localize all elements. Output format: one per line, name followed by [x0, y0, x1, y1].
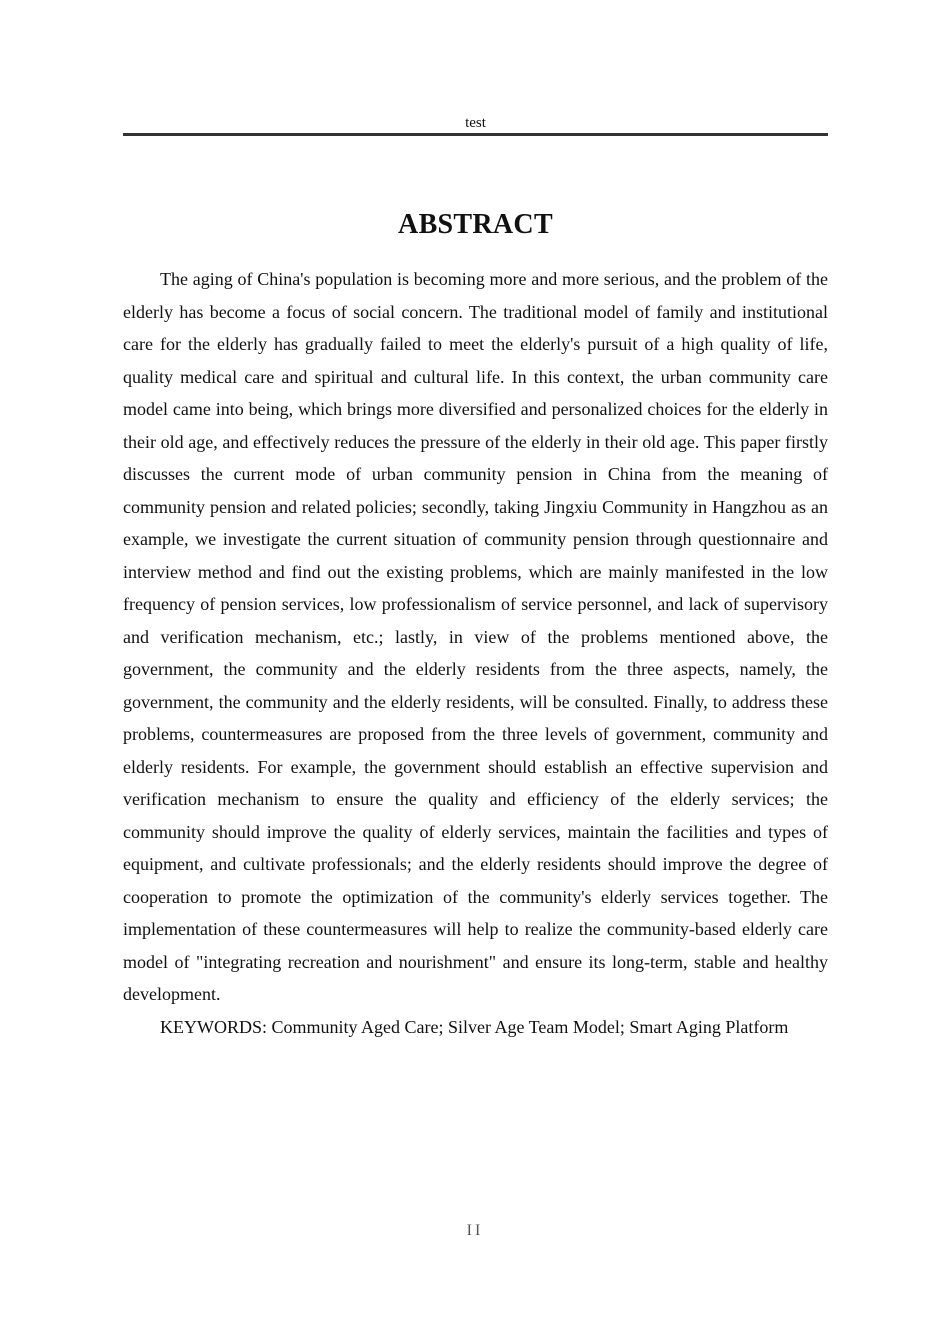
keywords-paragraph: KEYWORDS: Community Aged Care; Silver Age Team Model; Smart Aging Platform — [160, 1016, 789, 1037]
header-rule — [123, 133, 828, 136]
abstract-body — [123, 263, 828, 1043]
abstract-title: ABSTRACT — [398, 208, 553, 240]
running-header: test — [465, 115, 486, 131]
page-number: II — [466, 1222, 484, 1239]
abstract-paragraph: The aging of China's population is becoming more and more serious, and the problem of the elderly has become a focus of social concern. The traditional model of family and institutional care for the elderly has gradually failed to meet the elderly's pursuit of a high quality of life, quality medical care and spiritual and cultural life. In this context, the urban community care model came into being, which brings more diversified and personalized choices for the elderly in their old age, and effectively reduces the pressure of the elderly in their old age. This paper firstly discusses the current mode of urban community pension in China from the meaning of community pension and related policies; secondly, taking Jingxiu Community in Hangzhou as an example, we investigate the current situation of community pension through questionnaire and interview method and find out the existing problems, which are mainly manifested in the low frequency of pension services, low professionalism of service personnel, and lack of supervisory and verification mechanism, etc.; lastly, in view of the problems mentioned above, the government, the community and the elderly residents from the three aspects, namely, the government, the community and the elderly residents, will be consulted. Finally, to address these problems, countermeasures are proposed from the three levels of government, community and elderly residents. For example, the government should establish an effective supervision and verification mechanism to ensure the quality and efficiency of the elderly services; the community should improve the quality of elderly services, maintain the facilities and types of equipment, and cultivate professionals; and the elderly residents should improve the degree of cooperation to promote the optimization of the community's elderly services together. The implementation of these countermeasures will help to realize the community-based elderly care model of "integrating recreation and nourishment" and ensure its long-term, stable and healthy development. — [123, 269, 828, 1004]
